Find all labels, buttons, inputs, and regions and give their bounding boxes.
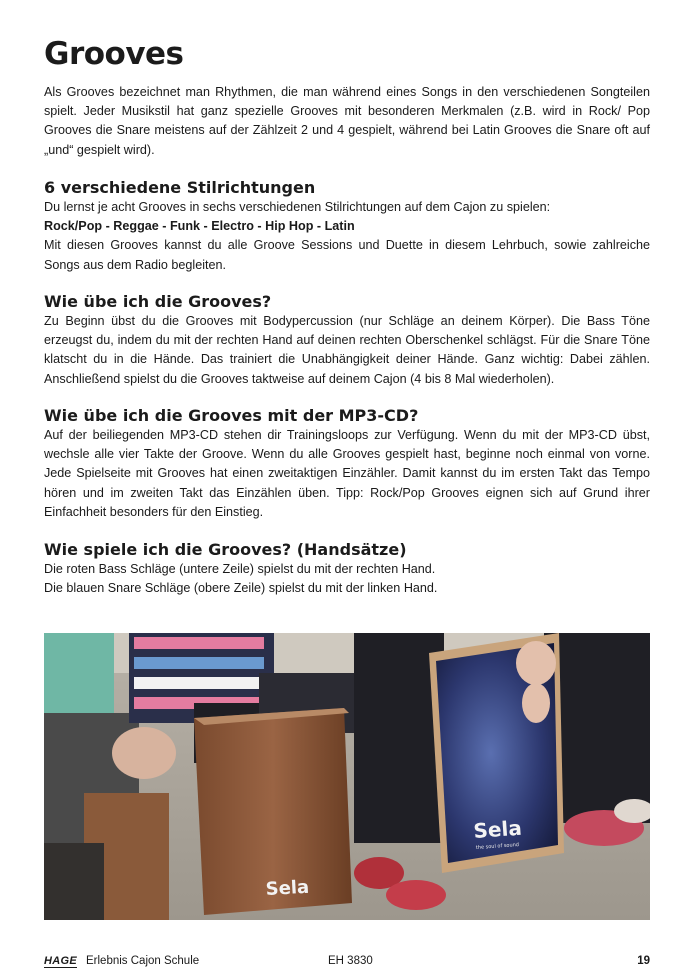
section-paragraph: Zu Beginn übst du die Grooves mit Bodypercussion (nur Schläge an deinem Körper). Die Bass Töne erzeugst du, indem du mit der rechten Hand auf deinen rechten Oberschenkel schlägst. Für die Snare Töne klatscht du in die Hände. Das trainiert die Unabhängigkeit deiner Hände. Ganz wichtig: Dabei zählen. Anschließend spielst du die Grooves taktweise auf deinem Cajon (4 bis 8 Mal wiederholen). — [44, 314, 650, 386]
section-heading: Wie übe ich die Grooves? — [44, 292, 272, 311]
brand-logo-blue: Sela — [472, 815, 523, 843]
intro-block — [44, 83, 650, 160]
intro-paragraph: Als Grooves bezeichnet man Rhythmen, die man während eines Songs in den verschiedenen Songteilen spielt. Jeder Musikstil hat ganz spezielle Grooves mit besonderen Merkmalen (z.B. wird in Rock/ Pop Grooves die Snare meistens auf der Zählzeit 2 und 4 gespielt, während bei Latin Grooves die Snare oft auf „und“ gespielt wird). — [44, 85, 650, 157]
section-paragraph: Mit diesen Grooves kannst du alle Groove Sessions und Duette in diesem Lehrbuch, sowie zahlreiche Songs aus dem Radio begleiten. — [44, 238, 650, 272]
section-paragraph: Du lernst je acht Grooves in sechs verschiedenen Stilrichtungen auf dem Cajon zu spielen: — [44, 200, 551, 214]
brand-tagline: the soul of sound — [475, 841, 520, 851]
section-line: Die blauen Snare Schläge (obere Zeile) spielst du mit der linken Hand. — [44, 581, 438, 596]
section-hand-patterns — [44, 540, 650, 598]
style-list: Rock/Pop - Reggae - Funk - Electro - Hip Hop - Latin — [44, 219, 355, 234]
section-practice — [44, 292, 650, 389]
page-title: Grooves — [44, 36, 184, 72]
page-footer — [44, 955, 650, 971]
section-mp3 — [44, 406, 650, 522]
section-line: Die roten Bass Schläge (untere Zeile) spielst du mit der rechten Hand. — [44, 562, 436, 576]
series-title: Erlebnis Cajon Schule — [86, 955, 200, 967]
section-heading: 6 verschiedene Stilrichtungen — [44, 178, 316, 197]
page-number: 19 — [637, 955, 650, 967]
section-heading: Wie spiele ich die Grooves? (Handsätze) — [44, 540, 407, 559]
section-styles — [44, 178, 650, 275]
cajon-photo-illustration — [44, 633, 650, 920]
section-paragraph: Auf der beiliegenden MP3-CD stehen dir Trainingsloops zur Verfügung. Wenn du mit der MP3-CD übst, wechsle alle vier Takte der Groove. Wenn du alle Grooves gespielt hast, beginne noch einmal von vorne. Jede Spielseite mit Grooves hat einen zweitaktigen Einzähler. Damit kannst du im ersten Takt das Tempo hören und im zweiten Takt das Einzählen üben. Tipp: Rock/Pop Grooves eignen sich auf Grund ihrer Einfachheit besonders für den Einstieg. — [44, 428, 650, 519]
brand-logo-brown: Sela — [265, 876, 310, 900]
section-heading: Wie übe ich die Grooves mit der MP3-CD? — [44, 406, 419, 425]
cajon-photo — [44, 633, 650, 920]
publisher-logo: HAGE — [44, 955, 77, 967]
edition-code: EH 3830 — [328, 955, 373, 967]
